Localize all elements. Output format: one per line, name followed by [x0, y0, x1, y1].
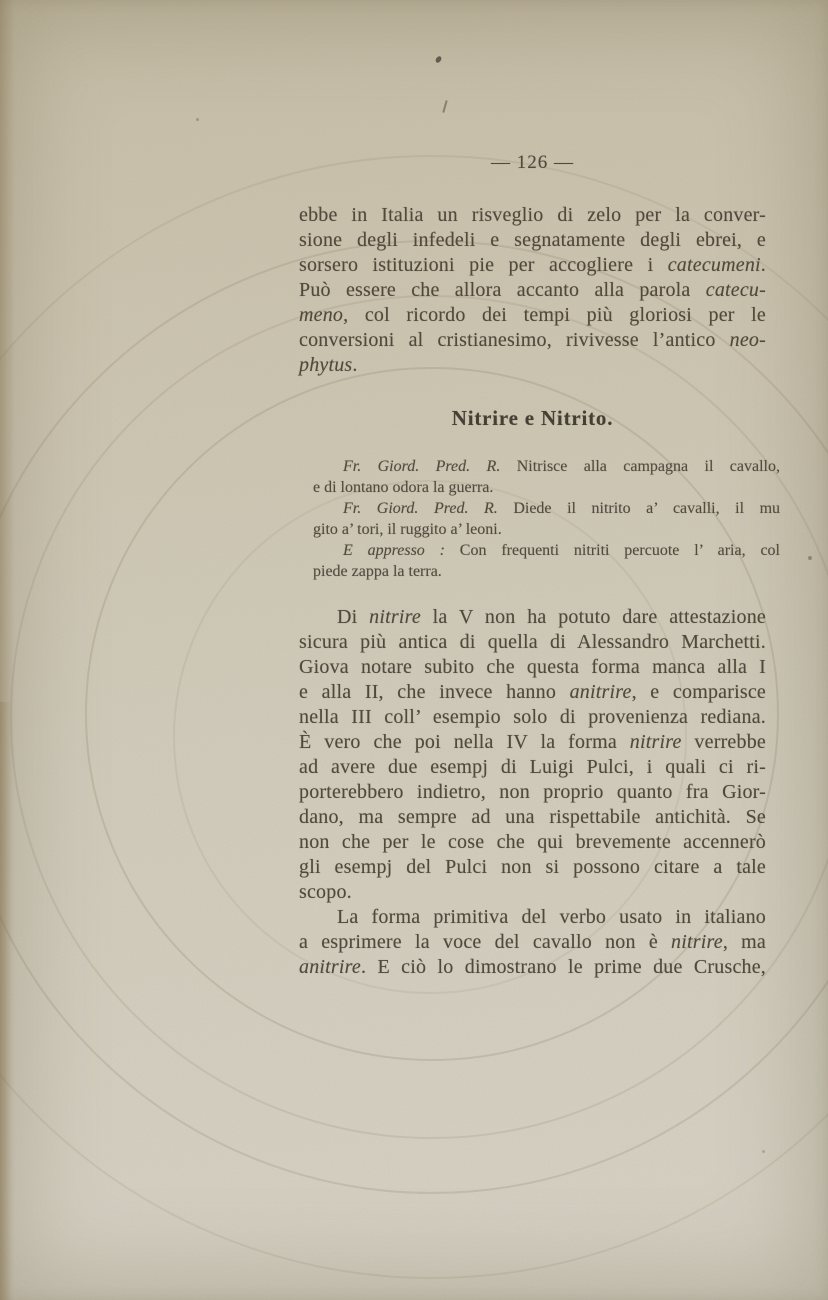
text-line	[313, 498, 780, 519]
text-line	[299, 955, 766, 980]
text-line	[299, 278, 766, 303]
text-line	[299, 905, 766, 930]
body-text: porterebbero indietro, non proprio quanto fra Gior-	[299, 781, 766, 803]
paragraph-nitrire	[299, 605, 766, 905]
italic-text: nitrire	[671, 931, 723, 953]
body-text: sione degli infedeli e segnatamente degli ebrei, e	[299, 229, 766, 251]
body-text: dano, ma sempre ad una rispettabile antichità. Se	[299, 806, 766, 828]
body-text: Di	[337, 606, 370, 628]
text-line	[313, 456, 780, 477]
italic-text: anitrire	[299, 956, 361, 978]
text-line	[313, 540, 780, 561]
text-line	[299, 353, 766, 378]
text-line	[299, 655, 766, 680]
text-line	[299, 880, 766, 905]
italic-text: Fr. Giord. Pred. R.	[343, 458, 501, 475]
section-heading	[299, 405, 766, 431]
body-text: .	[352, 354, 358, 376]
quotation-block	[299, 456, 780, 582]
text-line	[313, 477, 780, 498]
page-number	[299, 150, 766, 175]
body-text: Può essere che allora accanto alla parola	[299, 279, 706, 301]
text-column	[299, 150, 781, 980]
body-text: a esprimere la voce del cavallo non è	[299, 931, 672, 953]
body-text: e di lontano odora la guerra.	[313, 479, 494, 496]
italic-text: E appresso :	[343, 542, 445, 559]
text-line	[299, 605, 766, 630]
ink-speck	[762, 1150, 765, 1153]
body-text: non che per le cose che qui brevemente accennerò	[299, 831, 766, 853]
text-line	[299, 855, 766, 880]
paragraph-continuation	[299, 203, 766, 378]
body-text: , e comparisce	[631, 681, 766, 703]
text-line	[299, 253, 766, 278]
body-text: Giova notare subito che questa forma manca alla I	[299, 656, 766, 678]
body-text: . E ciò lo dimostrano le prime due Crusche,	[360, 956, 766, 978]
body-text: la V non ha potuto dare attestazione	[420, 606, 766, 628]
text-line	[299, 150, 766, 175]
text-line	[299, 680, 766, 705]
body-text: Con frequenti nitriti percuote l’ aria, col	[444, 542, 780, 559]
text-line	[299, 830, 766, 855]
body-text: scopo.	[299, 881, 352, 903]
body-text: gito a’ tori, il ruggito a’ leoni.	[313, 521, 502, 538]
text-line	[299, 730, 766, 755]
text-line	[299, 930, 766, 955]
body-text: ebbe in Italia un risveglio di zelo per la conver-	[299, 204, 766, 226]
body-text: ad avere due esempj di Luigi Pulci, i quali ci ri-	[299, 756, 766, 778]
italic-text: catecumeni	[667, 254, 761, 276]
italic-text: Fr. Giord. Pred. R.	[343, 500, 498, 517]
body-text: sorsero istituzioni pie per accogliere i	[299, 254, 668, 276]
text-line	[299, 228, 766, 253]
italic-text: anitrire	[569, 681, 632, 703]
body-text: , ma	[722, 931, 766, 953]
ink-speck	[442, 100, 448, 113]
italic-text: neo-	[729, 329, 766, 351]
ink-speck	[434, 55, 442, 64]
italic-text: catecu-	[705, 279, 766, 301]
body-text: , col ricordo dei tempi più gloriosi per le	[343, 304, 766, 326]
text-line	[299, 303, 766, 328]
body-text: sicura più antica di quella di Alessandro Marchetti.	[299, 631, 766, 653]
italic-text: meno	[299, 304, 344, 326]
text-line	[313, 519, 780, 540]
body-text: È vero che poi nella IV la forma	[299, 731, 630, 753]
body-text: Diede il nitrito a’ cavalli, il mu	[497, 500, 781, 517]
text-line	[299, 705, 766, 730]
text-line	[313, 561, 780, 582]
body-text: nella III coll’ esempio solo di provenienza rediana.	[299, 706, 766, 728]
text-line	[299, 203, 766, 228]
body-text: — 126 —	[491, 152, 574, 173]
ink-speck	[808, 556, 812, 560]
italic-text: nitrire	[369, 606, 421, 628]
body-text: Nitrisce alla campagna il cavallo,	[500, 458, 781, 475]
body-text: piede zappa la terra.	[313, 563, 442, 580]
text-line	[299, 328, 766, 353]
text-line	[299, 780, 766, 805]
body-text: gli esempj del Pulci non si possono citare a tale	[299, 856, 766, 878]
text-line	[299, 405, 766, 431]
body-text: La forma primitiva del verbo usato in italiano	[337, 906, 766, 928]
body-text: .	[760, 254, 766, 276]
text-line	[299, 755, 766, 780]
italic-text: phytus	[299, 354, 353, 376]
body-text: Nitrire e Nitrito.	[451, 406, 614, 430]
body-text: verrebbe	[681, 731, 766, 753]
paragraph-la-forma	[299, 905, 766, 980]
text-line	[299, 805, 766, 830]
italic-text: nitrire	[629, 731, 682, 753]
binding-edge-shadow	[0, 702, 11, 1300]
ink-speck	[196, 118, 199, 121]
body-text: e alla II, che invece hanno	[299, 681, 570, 703]
body-text: conversioni al cristianesimo, rivivesse l’antico	[299, 329, 730, 351]
text-line	[299, 630, 766, 655]
